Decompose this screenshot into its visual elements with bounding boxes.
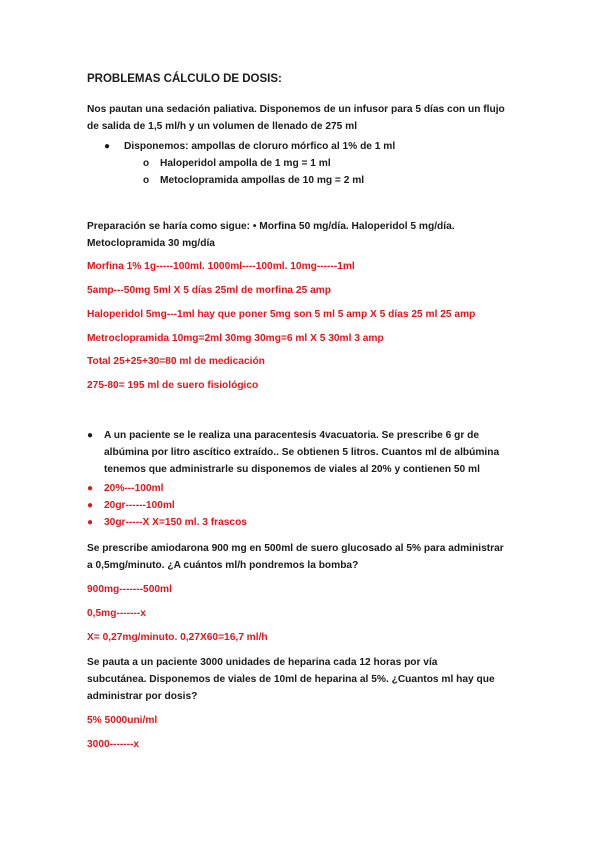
problem1-text-line2: de salida de 1,5 ml/h y un volumen de llenado de 275 ml xyxy=(87,121,358,132)
problem2-text-line3: tenemos que administrarle su disponemos de viales al 20% y contienen 50 ml xyxy=(104,464,480,475)
answer-line: Morfina 1% 1g-----100ml. 1000ml----100ml. 10mg------1ml xyxy=(87,261,355,272)
preparation-line2: Metoclopramida 30 mg/día xyxy=(87,238,215,249)
problem1-text-line1: Nos pautan una sedación paliativa. Disponemos de un infusor para 5 días con un flujo xyxy=(87,104,505,115)
answer-line: Haloperidol 5mg---1ml hay que poner 5mg son 5 ml 5 amp X 5 días 25 ml 25 amp xyxy=(87,309,476,320)
problem4-text-line2: subcutánea. Disponemos de viales de 10ml de heparina al 5%. ¿Cuantos ml hay que xyxy=(87,674,495,685)
sub-bullet-icon: o xyxy=(143,158,150,169)
answer-list-item: 30gr-----X X=150 ml. 3 frascos xyxy=(104,517,247,528)
problem2-text-line1: A un paciente se le realiza una paracentesis 4vacuatoria. Se prescribe 6 gr de xyxy=(104,430,480,441)
answer-line: X= 0,27mg/minuto. 0,27X60=16,7 ml/h xyxy=(87,632,268,643)
bullet-icon: ● xyxy=(87,500,94,511)
problem4-text-line1: Se pauta a un paciente 3000 unidades de heparina cada 12 horas por vía xyxy=(87,657,438,668)
problem2-text-line2: albúmina por litro ascítico extraído.. Se obtienen 5 litros. Cuantos ml de albúmina xyxy=(104,447,500,458)
sub-bullet-icon: o xyxy=(143,175,150,186)
problem3-text-line1: Se prescribe amiodarona 900 mg en 500ml de suero glucosado al 5% para administrar xyxy=(87,543,504,554)
answer-list-item: 20gr------100ml xyxy=(104,500,175,511)
bullet-icon: ● xyxy=(104,141,111,152)
list-item: Disponemos: ampollas de cloruro mórfico al 1% de 1 ml xyxy=(124,141,396,152)
problem3-text-line2: a 0,5mg/minuto. ¿A cuántos ml/h pondremos la bomba? xyxy=(87,560,359,571)
bullet-icon: ● xyxy=(87,517,94,528)
answer-list-item: 20%---100ml xyxy=(104,483,164,494)
preparation-line1: Preparación se haría como sigue: • Morfina 50 mg/día. Haloperidol 5 mg/día. xyxy=(87,221,455,232)
problem4-text-line3: administrar por dosis? xyxy=(87,691,198,702)
answer-line: Total 25+25+30=80 ml de medicación xyxy=(87,356,265,367)
page-title: PROBLEMAS CÁLCULO DE DOSIS: xyxy=(87,73,282,85)
sub-list-item: Metoclopramida ampollas de 10 mg = 2 ml xyxy=(160,175,365,186)
bullet-icon: ● xyxy=(87,430,94,441)
answer-line: 0,5mg-------x xyxy=(87,608,146,619)
answer-line: 275-80= 195 ml de suero fisiológico xyxy=(87,380,259,391)
answer-line: 5% 5000uni/ml xyxy=(87,715,158,726)
bullet-icon: ● xyxy=(87,483,94,494)
sub-list-item: Haloperidol ampolla de 1 mg = 1 ml xyxy=(160,158,331,169)
answer-line: 5amp---50mg 5ml X 5 días 25ml de morfina 25 amp xyxy=(87,285,332,296)
answer-line: 3000-------x xyxy=(87,739,140,750)
answer-line: 900mg-------500ml xyxy=(87,584,172,595)
answer-line: Metroclopramida 10mg=2ml 30mg 30mg=6 ml X 5 30ml 3 amp xyxy=(87,333,384,344)
